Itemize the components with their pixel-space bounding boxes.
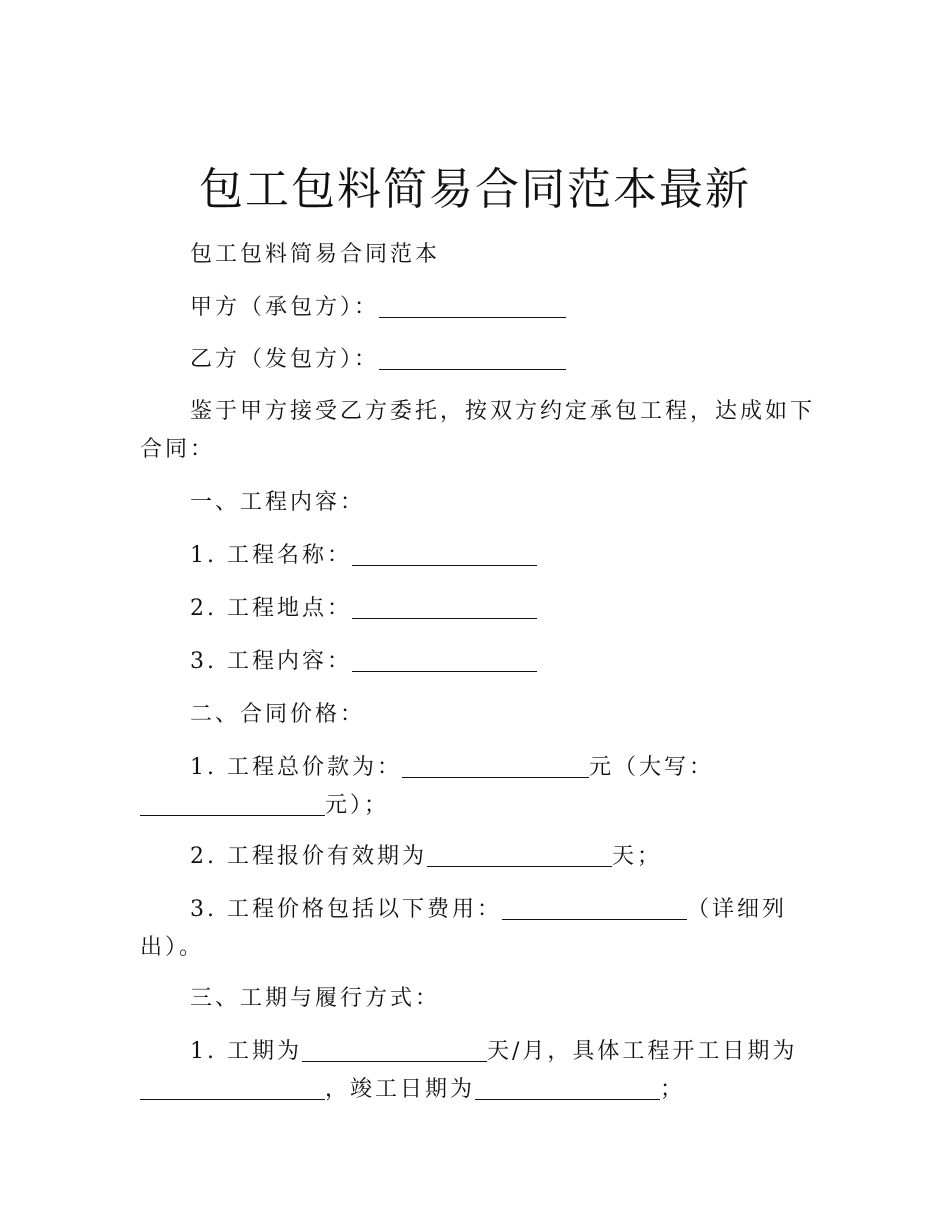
s2-item-1-cont-text: 元）； — [325, 793, 390, 818]
section-3-heading: 三、工期与履行方式： — [190, 986, 441, 1011]
section-1-heading: 一、工程内容： — [190, 490, 366, 515]
s1-item-1-label: 1. 工程名称： — [190, 543, 352, 568]
s1-item-1 — [140, 537, 870, 575]
subtitle: 包工包料简易合同范本 — [190, 242, 441, 267]
party-a-line — [140, 289, 870, 327]
total-price-blank — [402, 751, 589, 778]
party-a-label: 甲方（承包方）： — [190, 295, 380, 320]
s1-item-2-label: 2. 工程地点： — [190, 596, 352, 621]
total-price-words-blank — [140, 789, 325, 816]
s3-item-1 — [140, 1033, 870, 1071]
preamble-line-1: 鉴于甲方接受乙方委托，按双方约定承包工程，达成如下 — [190, 399, 816, 424]
party-a-blank — [379, 291, 566, 318]
project-location-blank — [352, 592, 537, 619]
s3-item-1-prefix: 1. 工期为 — [190, 1039, 302, 1064]
s2-item-1-prefix: 1. 工程总价款为： — [190, 755, 402, 780]
s2-item-2-suffix: 天； — [611, 844, 662, 869]
s2-item-2 — [140, 838, 870, 876]
document-title: 包工包料简易合同范本最新 — [199, 164, 751, 215]
s2-item-1 — [140, 749, 870, 787]
s2-item-3-cont: 出）。 — [140, 935, 205, 960]
start-date-blank — [140, 1073, 325, 1100]
party-b-label: 乙方（发包方）： — [190, 347, 380, 372]
s1-item-3-label: 3. 工程内容： — [190, 649, 352, 674]
s2-item-2-prefix: 2. 工程报价有效期为 — [190, 844, 427, 869]
s3-item-1-cont — [140, 1071, 820, 1109]
included-costs-blank — [502, 893, 687, 920]
s2-item-1-suffix: 元（大写： — [588, 755, 714, 780]
s3-item-1-cont-end: ； — [660, 1077, 686, 1102]
quote-validity-blank — [427, 840, 612, 867]
party-b-line — [140, 341, 870, 379]
section-2-heading: 二、合同价格： — [190, 702, 366, 727]
party-b-blank — [379, 343, 566, 370]
s1-item-3 — [140, 643, 870, 681]
s2-item-3-prefix: 3. 工程价格包括以下费用： — [190, 897, 502, 922]
project-name-blank — [352, 539, 537, 566]
s2-item-3-suffix: （详细列 — [686, 897, 787, 922]
project-content-blank — [352, 645, 537, 672]
s3-item-1-mid: 天/月，具体工程开工日期为 — [486, 1039, 798, 1064]
duration-blank — [302, 1035, 487, 1062]
s3-item-1-cont-mid: ，竣工日期为 — [325, 1077, 476, 1102]
completion-date-blank — [475, 1073, 660, 1100]
preamble-line-2: 合同： — [140, 437, 216, 462]
s2-item-3 — [140, 891, 870, 929]
s1-item-2 — [140, 590, 870, 628]
s2-item-1-cont — [140, 787, 820, 825]
